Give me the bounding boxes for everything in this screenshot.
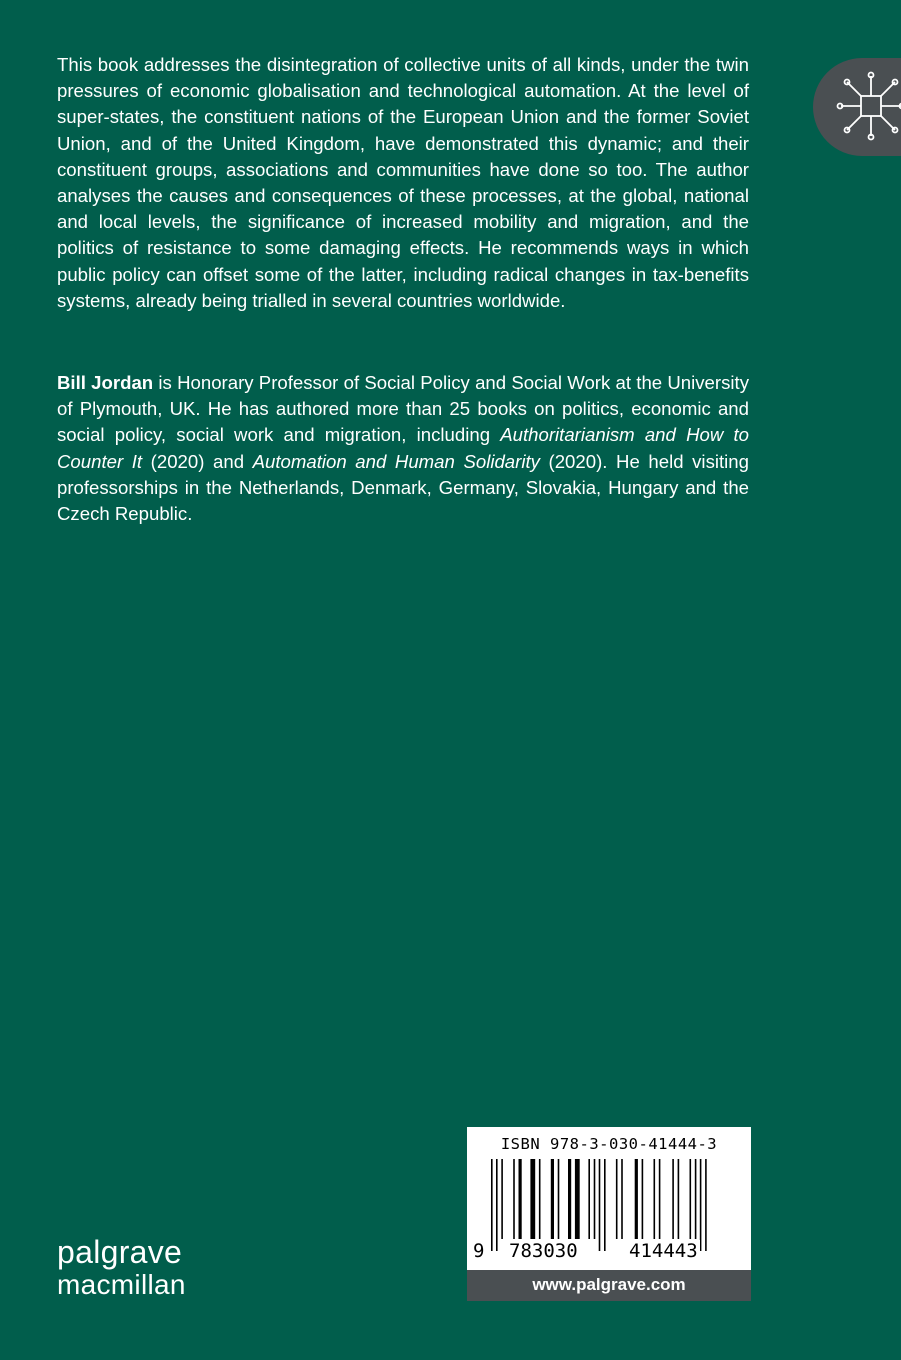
barcode-bar xyxy=(575,1159,580,1239)
barcode-bar xyxy=(599,1159,601,1251)
barcode-bar xyxy=(621,1159,623,1239)
barcode-bar xyxy=(616,1159,618,1239)
barcode-bar xyxy=(551,1159,554,1239)
barcode-bar xyxy=(690,1159,692,1239)
barcode-bar xyxy=(678,1159,680,1239)
barcode-bar xyxy=(654,1159,656,1239)
barcode-bar xyxy=(558,1159,560,1239)
bio-text-3: (2020). He held visiting professorships in the Netherlands, Denmark, Germany, Slovakia, Hungary and the Czech Republic. xyxy=(57,450,749,525)
barcode-bar xyxy=(594,1159,596,1239)
bio-text-2: (2020) and xyxy=(142,450,253,472)
author-name: Bill Jordan xyxy=(57,372,154,393)
network-node-icon xyxy=(835,70,901,142)
barcode-bar xyxy=(642,1159,644,1239)
barcode-bar xyxy=(588,1159,590,1239)
isbn-digit-group-2: 414443 xyxy=(629,1240,698,1262)
publisher-url: www.palgrave.com xyxy=(467,1270,751,1301)
barcode-bar xyxy=(513,1159,515,1239)
publisher-logo-line-1: palgrave xyxy=(57,1234,183,1270)
publisher-logo-line-2: macmillan xyxy=(57,1269,186,1300)
isbn-barcode xyxy=(467,1127,751,1270)
series-badge xyxy=(813,58,901,156)
barcode-bar xyxy=(491,1159,493,1251)
barcode-bar xyxy=(530,1159,535,1239)
barcode-bar xyxy=(568,1159,571,1239)
barcode-bar xyxy=(501,1159,503,1239)
barcode-image xyxy=(487,1159,731,1251)
isbn-digit-first: 9 xyxy=(473,1240,485,1262)
barcode-bar xyxy=(604,1159,606,1251)
barcode-bar xyxy=(672,1159,674,1239)
book-title-1: Authoritarianism and How to Counter It xyxy=(57,424,749,472)
author-bio xyxy=(57,370,749,527)
barcode-bar xyxy=(635,1159,638,1239)
isbn-digit-group-1: 783030 xyxy=(509,1240,578,1262)
isbn-label: ISBN 978-3-030-41444-3 xyxy=(500,1135,718,1153)
barcode-bar xyxy=(519,1159,522,1239)
barcode-bar xyxy=(496,1159,498,1251)
barcode-bar xyxy=(659,1159,661,1239)
barcode-bar xyxy=(539,1159,541,1239)
bio-text-1: is Honorary Professor of Social Policy and Social Work at the University of Plymouth, UK. He has authored more than 25 books on politics, economic and social policy, social work and migration, including xyxy=(57,372,749,446)
barcode-bar xyxy=(695,1159,697,1239)
book-description: This book addresses the disintegration of collective units of all kinds, under the twin pressures of economic globalisation and technological automation. At the level of super-states, the constituent nations of the European Union and the former Soviet Union, and of the United Kingdom, have demonstrated this dynamic; and their constituent groups, associations and communities have done so too. The author analyses the causes and consequences of these processes, at the global, national and local levels, the significance of increased mobility and migration, and the politics of resistance to some damaging effects. He recommends ways in which public policy can offset some of the latter, including radical changes in tax-benefits systems, already being trialled in several countries worldwide. xyxy=(57,54,749,311)
publisher-logo xyxy=(57,1236,186,1301)
barcode-bar xyxy=(700,1159,702,1251)
barcode-bar xyxy=(705,1159,707,1251)
isbn-digits xyxy=(467,1240,751,1266)
book-title-2: Automation and Human Solidarity xyxy=(252,450,540,472)
